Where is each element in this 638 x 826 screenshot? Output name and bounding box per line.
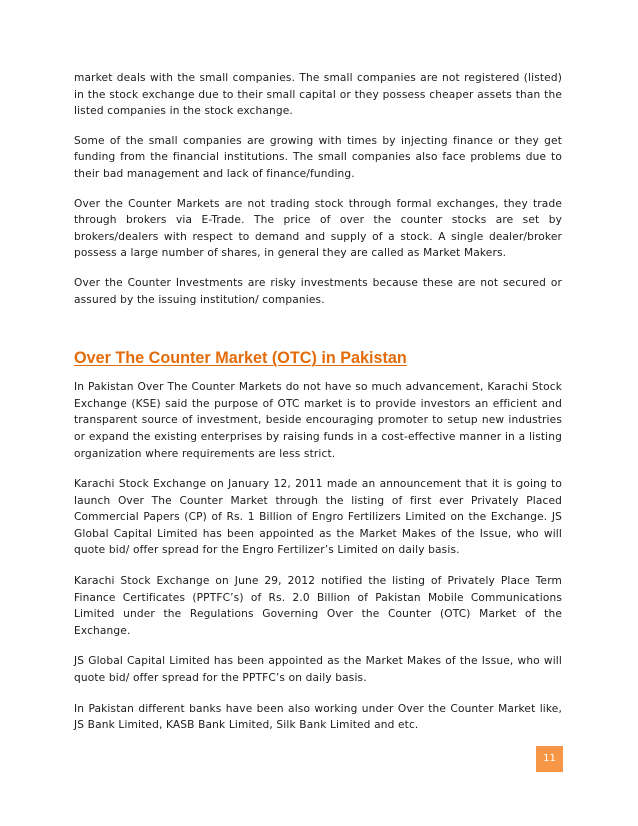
section-paragraph-1: In Pakistan Over The Counter Markets do not have so much advancement, Karachi Stock Exchange (KSE) said the purpose of OTC market is to provide investors an efficient and transparent source of investment, beside encouraging promoter to setup new industries or expand the existing enterprises by raising funds in a cost-effective manner in a listing organization where requirements are less strict. bbox=[74, 381, 562, 460]
section-heading: Over The Counter Market (OTC) in Pakistan bbox=[74, 349, 407, 368]
intro-paragraph-4: Over the Counter Investments are risky investments because these are not secured or assured by the issuing institution/ companies. bbox=[74, 276, 562, 306]
section-paragraph-3: Karachi Stock Exchange on June 29, 2012 notified the listing of Privately Place Term Finance Certificates (PPTFC’s) of Rs. 2.0 Billion of Pakistan Mobile Communications Limited under the Regulations Governing Over the Counter (OTC) Market of the Exchange. bbox=[74, 575, 562, 637]
section-paragraph-4: JS Global Capital Limited has been appointed as the Market Makes of the Issue, who will quote bid/ offer spread for the PPTFC’s on daily basis. bbox=[74, 655, 562, 685]
intro-paragraph-1: market deals with the small companies. The small companies are not registered (listed) in the stock exchange due to their small capital or they possess cheaper assets than the listed companies in the stock exchange. bbox=[74, 72, 562, 118]
page-number-badge: 11 bbox=[536, 746, 563, 772]
intro-paragraph-3: Over the Counter Markets are not trading stock through formal exchanges, they trade through brokers via E-Trade. The price of over the counter stocks are set by brokers/dealers with respect to demand and supply of a stock. A single dealer/broker possess a large number of shares, in general they are called as Market Makers. bbox=[74, 197, 562, 260]
section-paragraph-2: Karachi Stock Exchange on January 12, 2011 made an announcement that it is going to launch Over The Counter Market through the listing of first ever Privately Placed Commercial Papers (CP) of Rs. 1 Billion of Engro Fertilizers Limited on the Exchange. JS Global Capital Limited has been appointed as the Market Makes of the Issue, who will quote bid/ offer spread for the Engro Fertilizer’s Limited on daily basis. bbox=[74, 478, 562, 557]
page-body bbox=[74, 70, 562, 734]
section-paragraph-5: In Pakistan different banks have been also working under Over the Counter Market like, JS Bank Limited, KASB Bank Limited, Silk Bank Limited and etc. bbox=[74, 702, 562, 732]
intro-paragraph-2: Some of the small companies are growing with times by injecting finance or they get funding from the financial institutions. The small companies also face problems due to their bad management and lack of finance/funding. bbox=[74, 134, 562, 180]
